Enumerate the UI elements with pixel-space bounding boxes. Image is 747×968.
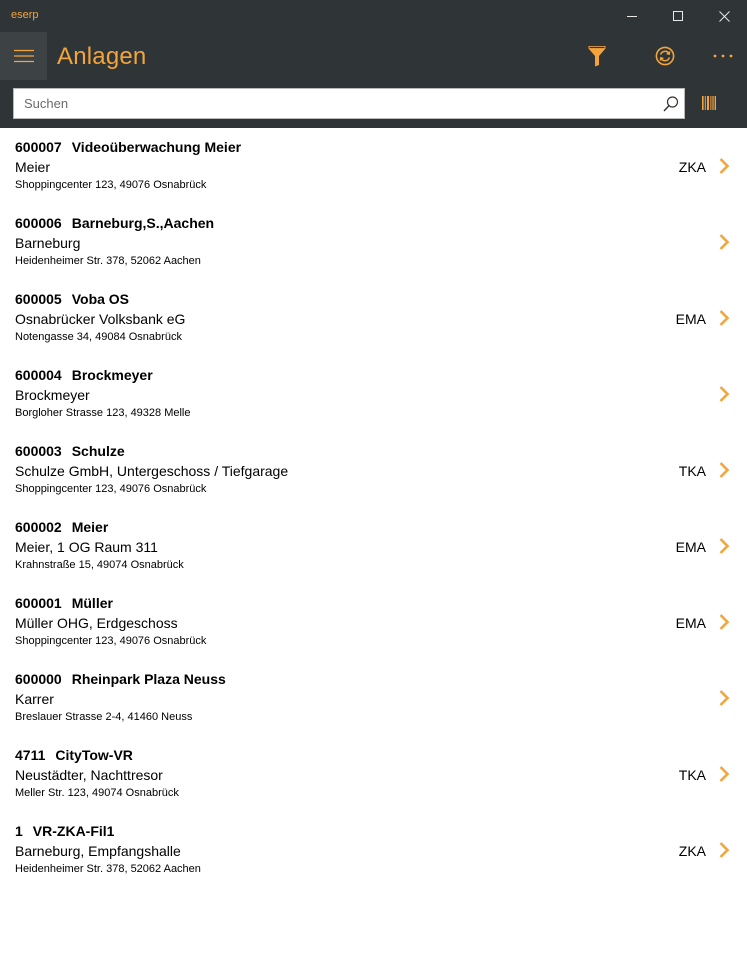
item-type-badge: EMA — [675, 615, 706, 631]
item-name: Schulze — [71, 443, 125, 459]
search-box — [13, 88, 685, 119]
maximize-icon — [673, 11, 683, 21]
chevron-right-icon[interactable] — [718, 385, 730, 403]
item-number: 600006 — [15, 215, 62, 231]
item-customer: Neustädter, Nachttresor — [15, 767, 163, 783]
search-icon[interactable] — [662, 95, 680, 113]
item-number: 1 — [15, 823, 23, 839]
title-bar — [0, 0, 747, 32]
chevron-right-icon[interactable] — [718, 461, 730, 479]
item-name: Barneburg,S.,Aachen — [71, 215, 215, 231]
item-type-badge: ZKA — [678, 843, 706, 859]
list-item[interactable] — [0, 361, 747, 437]
item-number: 600000 — [15, 671, 62, 687]
item-name: Videoüberwachung Meier — [71, 139, 242, 155]
app-header — [0, 32, 747, 128]
barcode-icon — [702, 96, 716, 110]
item-address: Borgloher Strasse 123, 49328 Melle — [15, 407, 191, 419]
list-item[interactable] — [0, 665, 747, 741]
anlagen-list — [0, 133, 747, 893]
item-name: CityTow-VR — [55, 747, 133, 763]
chevron-right-icon[interactable] — [718, 233, 730, 251]
chevron-right-icon[interactable] — [718, 537, 730, 555]
list-item[interactable] — [0, 285, 747, 361]
item-customer: Osnabrücker Volksbank eG — [15, 311, 186, 327]
item-customer: Meier — [15, 159, 51, 175]
item-customer: Schulze GmbH, Untergeschoss / Tiefgarage — [15, 463, 289, 479]
item-address: Shoppingcenter 123, 49076 Osnabrück — [15, 179, 207, 191]
chevron-right-icon[interactable] — [718, 689, 730, 707]
item-type-badge: TKA — [678, 767, 706, 783]
barcode-scan-button[interactable] — [697, 92, 721, 114]
item-number: 600004 — [15, 367, 62, 383]
close-button[interactable] — [701, 0, 747, 32]
item-title — [15, 443, 125, 459]
chevron-right-icon[interactable] — [718, 765, 730, 783]
item-address: Heidenheimer Str. 378, 52062 Aachen — [15, 863, 201, 875]
item-number: 600005 — [15, 291, 62, 307]
chevron-right-icon[interactable] — [718, 309, 730, 327]
item-number: 600003 — [15, 443, 62, 459]
item-number: 600007 — [15, 139, 62, 155]
item-customer: Meier, 1 OG Raum 311 — [15, 539, 158, 555]
item-title — [15, 367, 153, 383]
item-address: Heidenheimer Str. 378, 52062 Aachen — [15, 255, 201, 267]
close-icon — [719, 11, 730, 22]
menu-button[interactable] — [0, 32, 47, 80]
item-customer: Brockmeyer — [15, 387, 90, 403]
item-title — [15, 519, 108, 535]
item-name: Voba OS — [71, 291, 130, 307]
maximize-button[interactable] — [655, 0, 701, 32]
hamburger-icon — [14, 49, 34, 63]
item-title — [15, 823, 114, 839]
app-name: eserp — [11, 9, 39, 21]
filter-button[interactable] — [577, 36, 617, 76]
item-name: Müller — [71, 595, 113, 611]
minimize-icon — [627, 11, 637, 21]
item-address: Shoppingcenter 123, 49076 Osnabrück — [15, 635, 207, 647]
item-type-badge: ZKA — [678, 159, 706, 175]
item-name: Brockmeyer — [71, 367, 153, 383]
more-button[interactable] — [703, 36, 743, 76]
minimize-button[interactable] — [609, 0, 655, 32]
more-icon — [713, 54, 733, 58]
refresh-button[interactable] — [645, 36, 685, 76]
refresh-icon — [655, 46, 675, 66]
filter-icon — [588, 45, 606, 67]
item-customer: Barneburg, Empfangshalle — [15, 843, 181, 859]
item-number: 4711 — [15, 747, 46, 763]
chevron-right-icon[interactable] — [718, 613, 730, 631]
item-title — [15, 215, 214, 231]
list-item[interactable] — [0, 589, 747, 665]
list-item[interactable] — [0, 437, 747, 513]
item-number: 600002 — [15, 519, 62, 535]
item-customer: Karrer — [15, 691, 54, 707]
list-item[interactable] — [0, 817, 747, 893]
item-name: Meier — [71, 519, 109, 535]
list-item[interactable] — [0, 133, 747, 209]
item-type-badge: EMA — [675, 311, 706, 327]
list-item[interactable] — [0, 209, 747, 285]
item-title — [15, 747, 133, 763]
item-title — [15, 671, 226, 687]
page-title: Anlagen — [57, 43, 147, 70]
search-input[interactable] — [14, 89, 654, 118]
list-item[interactable] — [0, 513, 747, 589]
item-name: VR-ZKA-Fil1 — [32, 823, 115, 839]
chevron-right-icon[interactable] — [718, 157, 730, 175]
item-address: Krahnstraße 15, 49074 Osnabrück — [15, 559, 184, 571]
item-name: Rheinpark Plaza Neuss — [71, 671, 226, 687]
item-type-badge: TKA — [678, 463, 706, 479]
item-address: Notengasse 34, 49084 Osnabrück — [15, 331, 182, 343]
item-address: Shoppingcenter 123, 49076 Osnabrück — [15, 483, 207, 495]
item-title — [15, 595, 113, 611]
item-customer: Barneburg — [15, 235, 81, 251]
item-address: Meller Str. 123, 49074 Osnabrück — [15, 787, 179, 799]
list-item[interactable] — [0, 741, 747, 817]
item-type-badge: EMA — [675, 539, 706, 555]
item-address: Breslauer Strasse 2-4, 41460 Neuss — [15, 711, 193, 723]
item-title — [15, 139, 241, 155]
chevron-right-icon[interactable] — [718, 841, 730, 859]
item-number: 600001 — [15, 595, 62, 611]
item-title — [15, 291, 129, 307]
item-customer: Müller OHG, Erdgeschoss — [15, 615, 178, 631]
